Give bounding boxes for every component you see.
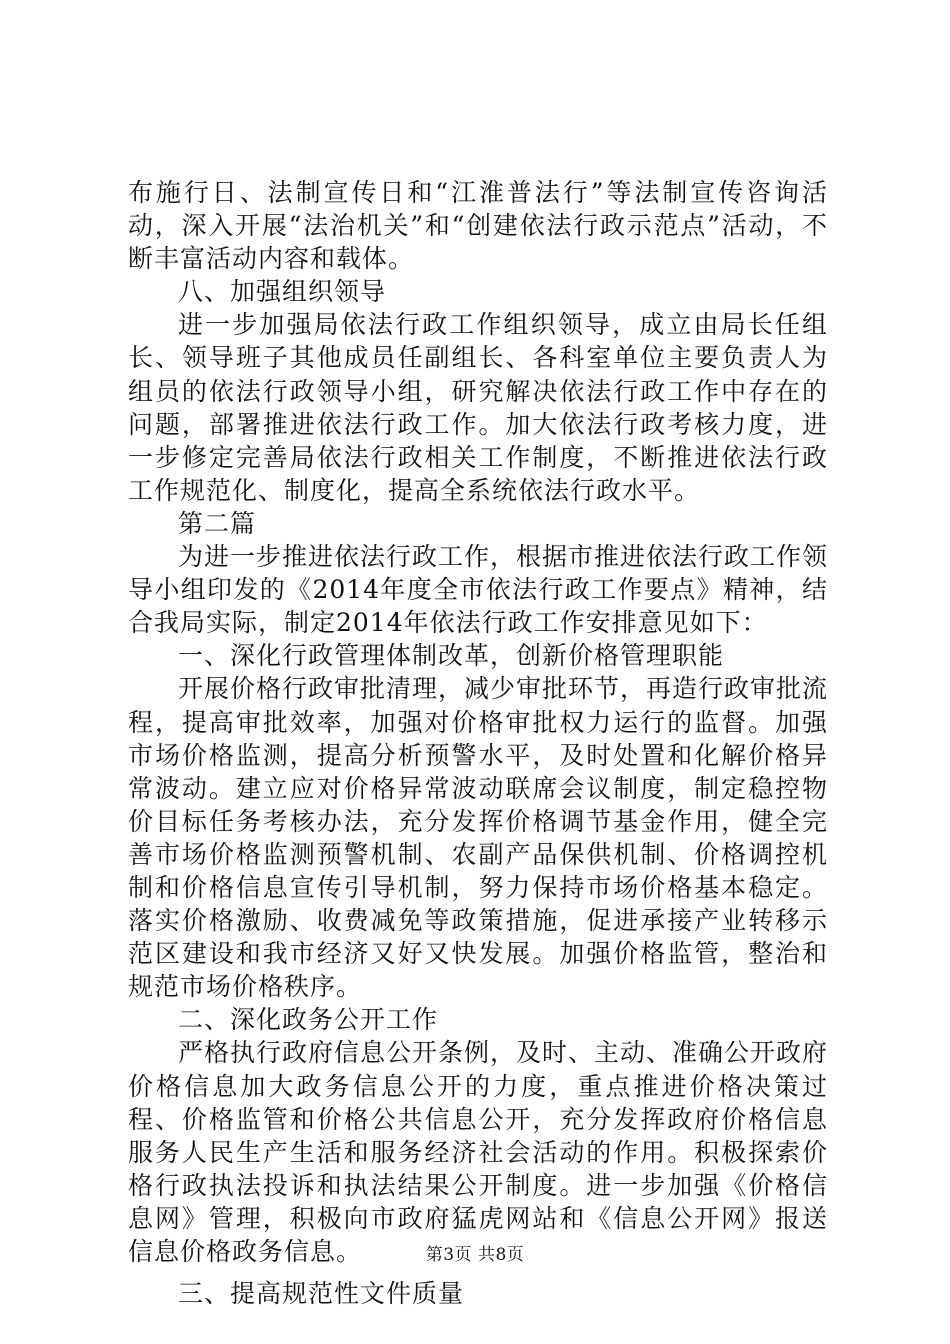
section-heading-8: 八、加强组织领导: [178, 277, 387, 307]
paragraph-reform: 开展价格行政审批清理，减少审批环节，再造行政审批流程，提高审批效率，加强对价格审批权力运行的监督。加强市场价格监测，提高分析预警水平，及时处置和化解价格异常波动。建立应对价格异常波动联席会议制度，制定稳控物价目标任务考核办法，充分发挥价格调节基金作用，健全完善市场价格监测预警机制、农副产品保供机制、价格调控机制和价格信息宣传引导机制，努力保持市场价格基本稳定。落实价格激励、收费减免等政策措施，促进承接产业转移示范区建设和我市经济又好又快发展。加强价格监管，整治和规范市场价格秩序。: [128, 674, 829, 1002]
section-heading-2: 二、深化政务公开工作: [178, 1005, 439, 1035]
part-heading-2: 第二篇: [178, 508, 257, 538]
paragraph-organization: 进一步加强局依法行政工作组织领导，成立由局长任组长、领导班子其他成员任副组长、各科室单位主要负责人为组员的依法行政领导小组，研究解决依法行政工作中存在的问题，部署推进依法行政工作。加大依法行政考核力度，进一步修定完善局依法行政相关工作制度，不断推进依法行政工作规范化、制度化，提高全系统依法行政水平。: [128, 310, 828, 505]
page-number-footer: 第3页 共8页: [425, 1245, 525, 1265]
paragraph-continuation: 布施行日、法制宣传日和“江淮普法行”等法制宣传咨询活动，深入开展“法治机关”和“创建依法行政示范点”活动，不断丰富活动内容和载体。: [128, 178, 828, 274]
section-heading-3: 三、提高规范性文件质量: [178, 1279, 465, 1309]
section-heading-1: 一、深化行政管理体制改革，创新价格管理职能: [178, 641, 725, 671]
paragraph-disclosure: 严格执行政府信息公开条例，及时、主动、准确公开政府价格信息加大政务信息公开的力度，重点推进价格决策过程、价格监管和价格公共信息公开，充分发挥政府价格信息服务人民生产生活和服务经济社会活动的作用。积极探索价格行政执法投诉和执法结果公开制度。进一步加强《价格信息网》管理，积极向市政府猛虎网站和《信息公开网》报送信息价格政务信息。: [128, 1038, 829, 1266]
document-body: [128, 176, 828, 1310]
paragraph-intro: 为进一步推进依法行政工作，根据市推进依法行政工作领导小组印发的《2014年度全市依法行政工作要点》精神，结合我局实际，制定2014年依法行政工作安排意见如下：: [128, 542, 829, 638]
